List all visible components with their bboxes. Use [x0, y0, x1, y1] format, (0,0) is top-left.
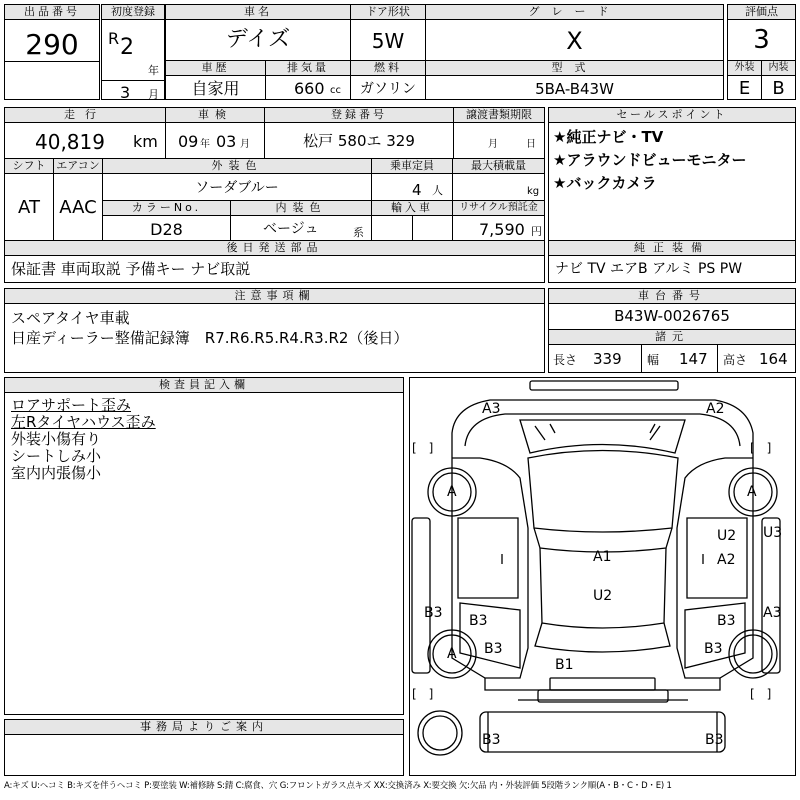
displacement-box — [265, 60, 351, 100]
bracket: [ ] — [750, 687, 772, 701]
length-label: 長さ — [553, 353, 578, 367]
year-unit: 年 — [148, 64, 159, 77]
height-label: 高さ — [723, 353, 748, 367]
sales-points-box — [548, 107, 796, 241]
grade-box — [425, 4, 724, 61]
notes-label: 注意事項欄 — [5, 289, 544, 303]
dimensions-label: 諸元 — [549, 330, 795, 344]
car-outline-diagram — [410, 378, 795, 775]
rear-bumper-shape — [480, 712, 725, 752]
chassis-number: B43W-0026765 — [614, 307, 730, 325]
chassis-label: 車台番号 — [549, 289, 795, 303]
exterior-color: ソーダブルー — [195, 180, 279, 196]
notes-line: 日産ディーラー整備記録簿 R7.R6.R5.R4.R3.R2（後日） — [11, 329, 409, 347]
import-label: 輸入車 — [372, 201, 452, 215]
history-box — [165, 60, 266, 100]
bracket: [ ] — [412, 441, 434, 455]
score-box — [727, 4, 796, 61]
year: 2 — [120, 35, 134, 60]
mileage-label: 走行 — [5, 108, 165, 122]
capacity: 4 — [412, 181, 422, 199]
ac-box — [53, 158, 103, 241]
notes-line: スペアタイヤ車載 — [11, 309, 130, 327]
lot-number: 290 — [25, 28, 79, 61]
damage-mark: A1 — [593, 549, 612, 565]
damage-mark: B3 — [482, 732, 501, 748]
damage-mark: A — [447, 484, 457, 500]
displacement-unit: cc — [330, 85, 341, 96]
inspection-label: 車検 — [166, 108, 264, 122]
sales-points-label: セールスポイント — [549, 108, 795, 122]
damage-mark: B1 — [555, 657, 574, 673]
lot-number-label: 出品番号 — [5, 5, 99, 19]
inspector-note: 室内内張傷小 — [11, 464, 102, 482]
shift: AT — [18, 197, 40, 218]
model-box — [425, 60, 724, 100]
later-parts-text: 保証書 車両取説 予備キー ナビ取説 — [11, 260, 251, 278]
sales-point-item: ★純正ナビ・TV — [553, 128, 664, 146]
door-box — [350, 4, 426, 61]
max-load-label: 最大積載量 — [453, 159, 544, 173]
exterior-label: 外装 — [728, 61, 761, 75]
genuine-equipment-box — [548, 240, 796, 283]
damage-mark: U2 — [593, 588, 613, 604]
damage-mark: A — [447, 646, 457, 662]
max-load-unit: kg — [527, 186, 540, 197]
fuel-label: 燃料 — [351, 61, 425, 75]
damage-mark: A3 — [482, 401, 501, 417]
inspection-year-unit: 年 — [200, 139, 210, 150]
color-no: D28 — [150, 220, 183, 239]
exterior-color-box — [102, 158, 372, 201]
interior-color-box — [230, 200, 372, 241]
lot-number-box — [4, 4, 100, 100]
recycle-unit: 円 — [531, 225, 542, 238]
capacity-label: 乗車定員 — [372, 159, 452, 173]
exterior-box — [727, 60, 762, 100]
height: 164 — [759, 350, 788, 368]
model: 5BA-B43W — [535, 80, 614, 98]
transfer-day-unit: 日 — [526, 139, 536, 150]
damage-mark: B3 — [424, 605, 443, 621]
transfer-month-unit: 月 — [488, 139, 498, 150]
front-bumper-shape — [530, 381, 678, 390]
inspection-month-unit: 月 — [240, 139, 250, 150]
sales-point-item: ★アラウンドビューモニター — [553, 151, 747, 169]
shift-box — [4, 158, 54, 241]
fuel: ガソリン — [360, 81, 416, 97]
damage-mark: U3 — [763, 525, 783, 541]
plate-label: 登録番号 — [265, 108, 453, 122]
damage-mark: A3 — [763, 605, 782, 621]
inspector-box — [4, 377, 404, 715]
month: 3 — [120, 83, 131, 102]
mileage: 40,819 — [35, 130, 105, 154]
left-strip-shape — [412, 518, 430, 673]
recycle-amount: 7,590 — [479, 220, 525, 239]
max-load-box — [452, 158, 545, 201]
bracket: [ ] — [412, 687, 434, 701]
damage-mark: A2 — [706, 401, 725, 417]
color-no-box — [102, 200, 231, 241]
sales-point-item: ★バックカメラ — [553, 174, 657, 192]
dimensions-box — [548, 329, 796, 373]
chassis-box — [548, 288, 796, 330]
history: 自家用 — [191, 79, 240, 98]
shift-label: シフト — [5, 159, 53, 173]
width-label: 幅 — [647, 353, 660, 367]
interior-color-unit: 系 — [353, 226, 364, 239]
mileage-box — [4, 107, 166, 159]
door: 5W — [371, 29, 405, 53]
width: 147 — [679, 350, 708, 368]
plate-number: 松戸 580エ 329 — [303, 132, 415, 150]
spare-tire — [418, 711, 462, 755]
interior-color: ベージュ — [263, 221, 319, 237]
recycle-box — [452, 200, 545, 241]
windshield-shape — [520, 420, 685, 453]
inspection-year: 09 — [178, 132, 199, 151]
rear-body-shape — [485, 678, 720, 690]
office-label: 事務局よりご案内 — [5, 720, 403, 734]
history-label: 車歴 — [166, 61, 265, 75]
damage-mark: B3 — [484, 641, 503, 657]
genuine-equipment-text: ナビ TV エアB アルミ PS PW — [555, 261, 743, 277]
damage-mark: U2 — [717, 528, 737, 544]
car-name-label: 車名 — [166, 5, 350, 19]
car-name-box — [165, 4, 351, 61]
first-registration-label: 初度登録 — [102, 5, 164, 19]
exterior-color-label: 外装色 — [103, 159, 371, 173]
later-parts-label: 後日発送部品 — [5, 241, 544, 255]
month-unit: 月 — [148, 88, 159, 101]
plate-box — [264, 107, 454, 159]
recycle-label: リサイクル預託金 — [453, 201, 544, 215]
import-box — [371, 200, 453, 241]
grade: X — [566, 27, 583, 55]
inspector-label: 検査員記入欄 — [5, 378, 403, 392]
damage-mark: B3 — [717, 613, 736, 629]
grade-label: グレード — [426, 5, 723, 19]
displacement: 660 — [294, 79, 325, 98]
transfer-doc-box — [453, 107, 545, 159]
inspector-note: 外装小傷有り — [11, 430, 102, 448]
inspection-box — [165, 107, 265, 159]
score-label: 評価点 — [728, 5, 795, 19]
later-parts-box — [4, 240, 545, 283]
ac: AAC — [59, 197, 97, 218]
era: R — [108, 29, 120, 48]
damage-mark: B3 — [469, 613, 488, 629]
inspection-month: 03 — [216, 132, 237, 151]
notes-box — [4, 288, 545, 373]
damage-mark: A2 — [717, 552, 736, 568]
legend-text: A:キズ U:ヘコミ B:キズを伴うヘコミ P:要塗装 W:補修跡 S:錆 C:腐食、穴 G:フロントガラス点キズ XX:交換済み X:要交換 欠:欠品 内・外装評価 5段階ランク順(A・B・C・D・E) 1 — [4, 781, 672, 791]
damage-mark: B3 — [704, 641, 723, 657]
roof-shape — [528, 451, 678, 533]
length: 339 — [593, 350, 622, 368]
damage-diagram — [409, 377, 796, 776]
damage-mark: B3 — [705, 732, 724, 748]
first-registration-box — [101, 4, 165, 100]
score: 3 — [753, 25, 770, 55]
exterior-grade: E — [738, 78, 751, 99]
car-name: デイズ — [225, 27, 291, 52]
ac-label: エアコン — [54, 159, 102, 173]
inspector-note: シートしみ小 — [11, 447, 102, 465]
mileage-unit: km — [133, 132, 158, 151]
door-label: ドア形状 — [351, 5, 425, 19]
interior-color-label: 内装色 — [231, 201, 371, 215]
interior-grade: B — [772, 78, 785, 99]
genuine-equipment-label: 純正装備 — [549, 241, 795, 255]
bracket: [ ] — [750, 441, 772, 455]
interior-box — [761, 60, 796, 100]
transfer-doc-label: 譲渡書類期限 — [454, 108, 544, 122]
color-no-label: カラーNo. — [103, 201, 230, 215]
displacement-label: 排気量 — [266, 61, 350, 75]
capacity-box — [371, 158, 453, 201]
inspector-note: 左Rタイヤハウス歪み — [11, 413, 156, 431]
inspector-note: ロアサポート歪み — [11, 396, 132, 414]
model-label: 型式 — [426, 61, 723, 75]
fuel-box — [350, 60, 426, 100]
damage-mark: A — [747, 484, 757, 500]
interior-label: 内装 — [762, 61, 795, 75]
office-box — [4, 719, 404, 776]
capacity-unit: 人 — [432, 184, 443, 197]
